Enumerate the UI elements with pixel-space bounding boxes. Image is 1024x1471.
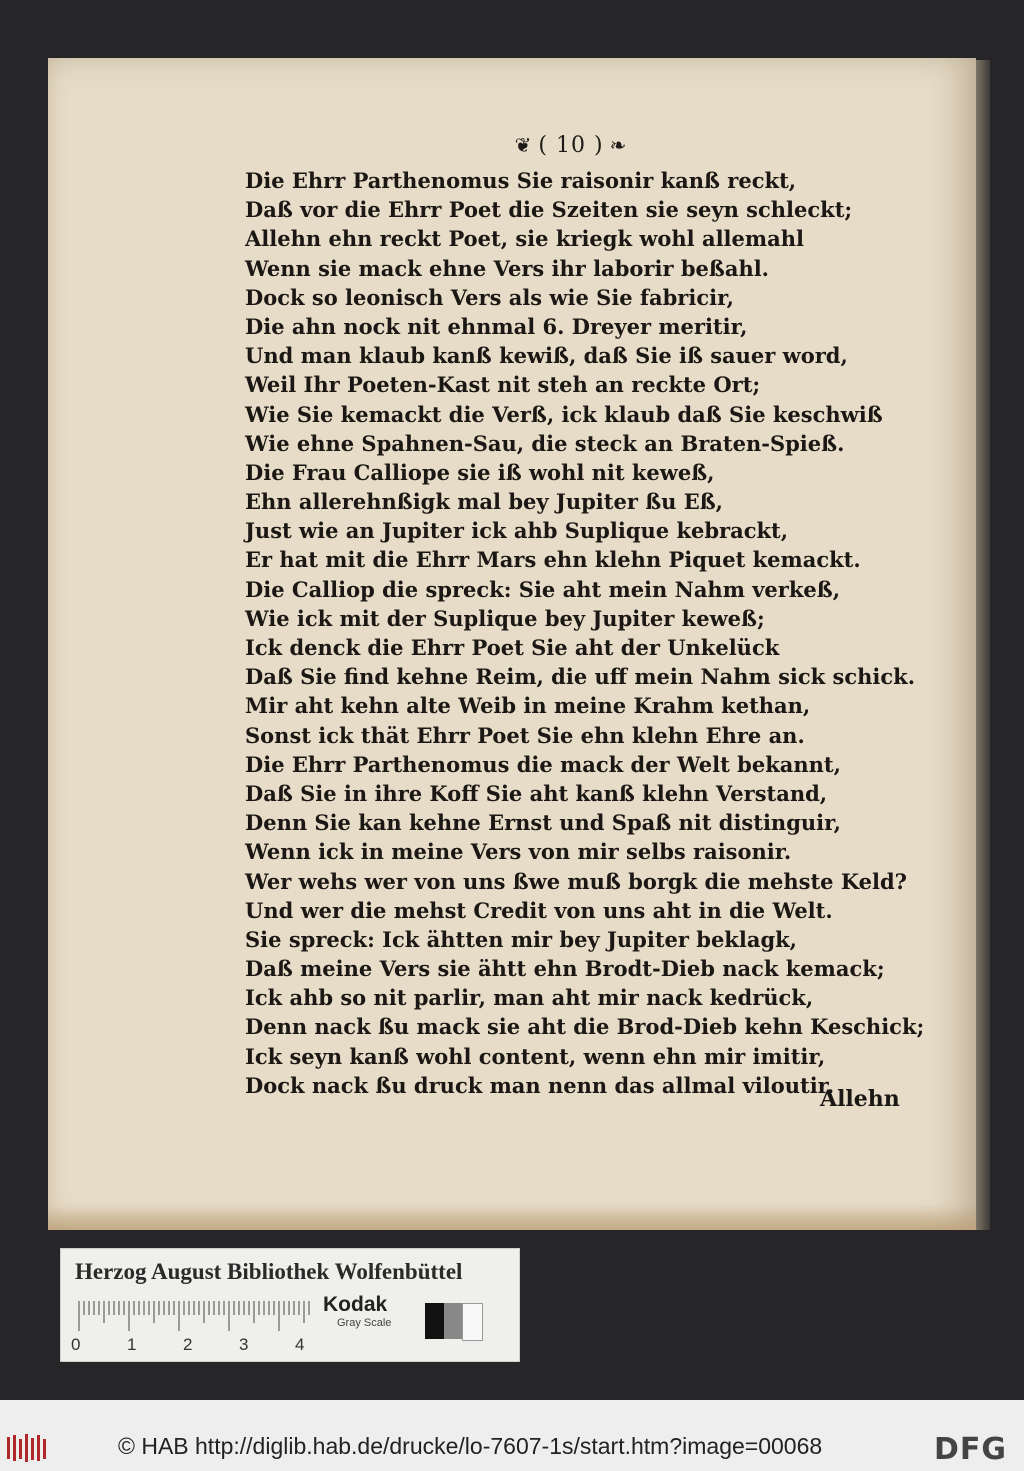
verse-line: Ick denck die Ehrr Poet Sie aht der Unkelück — [245, 635, 780, 660]
verse-line: Denn Sie kan kehne Ernst und Spaß nit distinguir, — [245, 810, 841, 836]
verse-line: Wie Sie kemackt die Verß, ick klaub daß Sie keschwiß — [245, 401, 883, 427]
verse-line: Wenn ick in meine Vers von mir selbs raisonir. — [245, 839, 792, 865]
verse-line: Und wer die mehst Credit von uns aht in die Welt. — [245, 897, 833, 923]
ornament-left-icon: ❦ — [514, 133, 533, 157]
swatch-black — [425, 1303, 444, 1339]
kodak-label — [323, 1293, 413, 1333]
swatch-gray — [444, 1303, 463, 1339]
verse-line: Allehn ehn reckt Poet, sie kriegk wohl allemahl — [245, 226, 804, 252]
page-header — [486, 128, 656, 162]
verse-line: Dock nack ßu druck man nenn das allmal viloutir. — [245, 1072, 835, 1098]
verse-block — [245, 166, 925, 1100]
verse-line: Weil Ihr Poeten-Kast nit steh an reckte Ort; — [245, 372, 761, 398]
ruler-number: 2 — [183, 1335, 193, 1354]
swatch-white — [462, 1303, 483, 1341]
page-number: ( 10 ) — [538, 132, 604, 158]
verse-line: Die Frau Calliope sie iß wohl nit keweß, — [245, 459, 715, 485]
verse-line: Mir aht kehn alte Weib in meine Krahm kethan, — [245, 693, 811, 719]
verse-line: Die ahn nock nit ehnmal 6. Dreyer meritir, — [245, 313, 748, 339]
verse-line: Wer wehs wer von uns ßwe muß borgk die mehste Keld? — [245, 868, 907, 894]
verse-line: Ick seyn kanß wohl content, wenn ehn mir imitir, — [245, 1043, 826, 1069]
gray-swatches — [425, 1303, 483, 1339]
verse-line: Daß Sie in ihre Koff Sie aht kanß klehn Verstand, — [245, 780, 828, 806]
ruler — [75, 1299, 315, 1333]
verse-line: Sie spreck: Ick ähtten mir bey Jupiter beklagk, — [245, 926, 797, 952]
verse-line: Just wie an Jupiter ick ahb Suplique kebrackt, — [245, 518, 789, 544]
verse-line: Er hat mit die Ehrr Mars ehn klehn Piquet kemackt. — [245, 547, 861, 573]
verse-line: Denn nack ßu mack sie aht die Brod-Dieb kehn Keschick; — [245, 1014, 925, 1040]
ruler-number: 4 — [295, 1335, 305, 1354]
ruler-number: 3 — [239, 1335, 249, 1354]
verse-line: Die Ehrr Parthenomus die mack der Welt bekannt, — [245, 751, 841, 777]
card-title: Herzog August Bibliothek Wolfenbüttel — [75, 1259, 463, 1284]
page-stain — [48, 1205, 976, 1230]
verse-line: Wie ick mit der Suplique bey Jupiter keweß; — [245, 605, 765, 631]
verse-line: Die Calliop die spreck: Sie aht mein Nahm verkeß, — [245, 576, 841, 602]
ornament-right-icon: ❧ — [609, 133, 628, 157]
color-card — [60, 1248, 520, 1362]
copyright-text: © HAB http://diglib.hab.de/drucke/lo-7607-1s/start.htm?image=00068 — [118, 1433, 823, 1459]
dfg-logo: DFG — [934, 1432, 1008, 1467]
verse-line: Die Ehrr Parthenomus Sie raisonir kanß reckt, — [245, 168, 797, 193]
verse-line: Daß meine Vers sie ähtt ehn Brodt-Dieb nack kemack; — [245, 956, 885, 982]
verse-line: Ick ahb so nit parlir, man aht mir nack kedrück, — [245, 985, 814, 1011]
verse-line: Daß vor die Ehrr Poet die Szeiten sie seyn schleckt; — [245, 197, 853, 223]
ruler-number: 1 — [127, 1335, 137, 1354]
ruler-numbers — [71, 1335, 321, 1355]
hab-logo-icon — [6, 1433, 50, 1463]
kodak-name: Kodak — [323, 1293, 388, 1316]
verse-line: Wie ehne Spahnen-Sau, die steck an Braten-Spieß. — [245, 430, 845, 456]
verse-line: Dock so leonisch Vers als wie Sie fabricir, — [245, 284, 734, 310]
verse-line: Und man klaub kanß kewiß, daß Sie iß sauer word, — [245, 343, 848, 369]
verse-line: Sonst ick thät Ehrr Poet Sie ehn klehn Ehre an. — [245, 722, 805, 748]
kodak-sublabel: Gray Scale — [337, 1317, 392, 1329]
verse-line: Ehn allerehnßigk mal bey Jupiter ßu Eß, — [245, 489, 723, 515]
ruler-number: 0 — [71, 1335, 81, 1354]
verse-line: Wenn sie mack ehne Vers ihr laborir beßahl. — [245, 255, 769, 281]
verse-line: Daß Sie find kehne Reim, die uff mein Nahm sick schick. — [245, 664, 916, 690]
catchword: Allehn — [820, 1086, 900, 1112]
